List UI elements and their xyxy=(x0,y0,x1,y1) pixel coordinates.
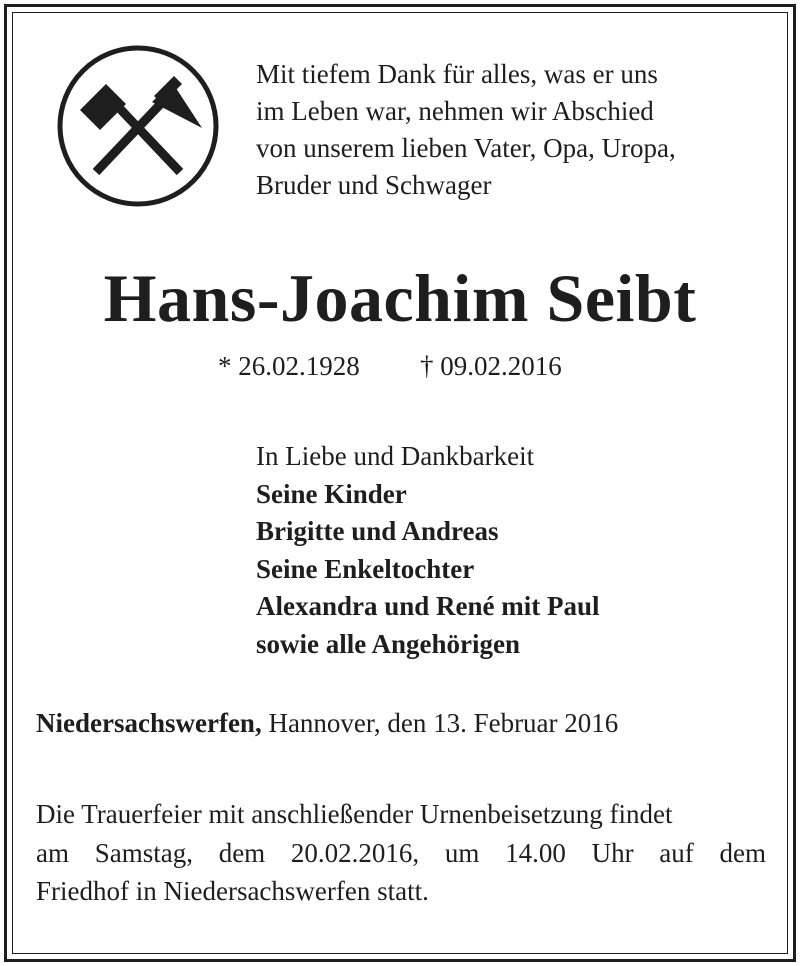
birth-date: * 26.02.1928 xyxy=(218,351,360,381)
mourner-line: Brigitte und Andreas xyxy=(256,516,499,546)
mourners-block xyxy=(256,438,776,663)
notice-word: 14.00 xyxy=(505,837,566,868)
life-dates xyxy=(0,344,800,388)
mourner-line: Seine Kinder xyxy=(256,478,407,509)
city-and-date: Hannover, den 13. Februar 2016 xyxy=(261,708,619,738)
notice-word: Samstag, xyxy=(94,837,193,868)
notice-word: auf xyxy=(659,837,694,868)
intro-line: Mit tiefem Dank für alles, was er uns xyxy=(256,59,658,89)
mourners-intro: In Liebe und Dankbarkeit xyxy=(256,441,535,471)
notice-word: Uhr xyxy=(591,837,634,868)
notice-line: Friedhof in Niedersachswerfen statt. xyxy=(36,876,429,906)
intro-line: von unserem lieben Vater, Opa, Uropa, xyxy=(256,133,676,163)
notice-word: um xyxy=(444,837,480,868)
notice-word: dem xyxy=(218,837,266,868)
place-name: Niedersachswerfen, xyxy=(36,708,262,738)
notice-line-justified xyxy=(36,834,766,873)
place-and-date xyxy=(36,703,776,743)
notice-word: dem xyxy=(719,837,766,868)
hammer-and-pick-icon xyxy=(56,44,220,208)
notice-word: 20.02.2016, xyxy=(290,837,420,868)
mourner-line: Seine Enkeltochter xyxy=(256,553,475,584)
intro-line: Bruder und Schwager xyxy=(256,170,492,200)
mourner-line: Alexandra und René mit Paul xyxy=(256,591,600,621)
mourner-line: sowie alle Angehörigen xyxy=(256,628,520,659)
death-date: † 09.02.2016 xyxy=(420,351,562,381)
funeral-notice xyxy=(36,795,766,911)
deceased-name: Hans-Joachim Seibt xyxy=(103,260,697,336)
intro-text xyxy=(256,56,756,204)
notice-line: Die Trauerfeier mit anschließender Urnenbeisetzung findet xyxy=(36,799,673,829)
intro-line: im Leben war, nehmen wir Abschied xyxy=(256,96,654,126)
notice-word: am xyxy=(36,837,69,868)
